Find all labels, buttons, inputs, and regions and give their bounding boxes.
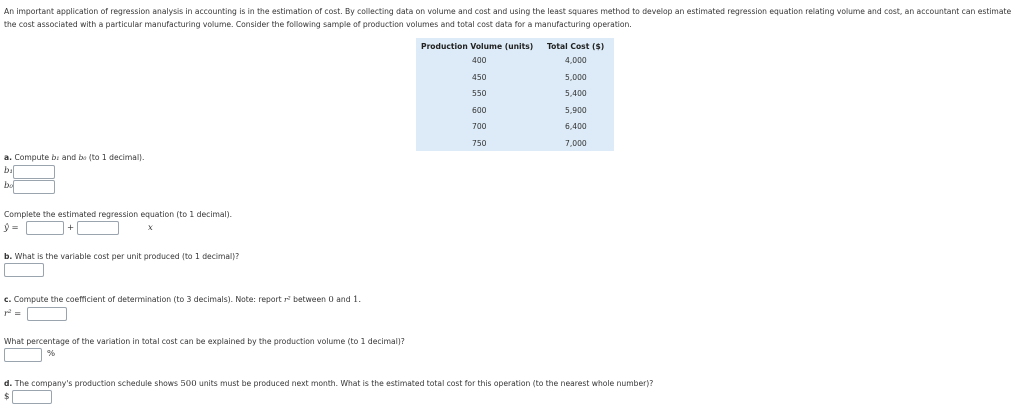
part-c-and: and <box>336 295 351 304</box>
r2-symbol: r² <box>284 295 291 304</box>
total-cost-input[interactable] <box>12 390 52 404</box>
cost-cell: 5,000 <box>565 72 587 82</box>
part-c-text: Compute the coefficient of determination (to 3 decimals). Note: report <box>13 295 282 304</box>
volume-cell: 750 <box>472 138 487 148</box>
b1-symbol: b₁ <box>51 153 60 162</box>
r2-label: r² = <box>4 309 22 319</box>
cost-cell: 6,400 <box>565 122 587 131</box>
part-b-text: What is the variable cost per unit produced (to 1 decimal)? <box>14 252 240 261</box>
column-header-cost: Total Cost ($) <box>547 42 605 51</box>
cost-cell: 5,900 <box>565 105 587 115</box>
units-value: 500 <box>180 379 197 389</box>
cost-cell: 7,000 <box>565 138 587 148</box>
b0-input[interactable] <box>13 180 55 194</box>
b1-input[interactable] <box>13 165 55 179</box>
part-d-text-after: units must be produced next month. What is the estimated total cost for this operation (to the nearest whole number)? <box>199 379 654 388</box>
part-b-prompt <box>4 252 239 261</box>
problem-intro: An important application of regression analysis in accounting is in the estimation of cost. By collecting data on volume and cost and using the least squares method to develop an estimated regression equation relating volume and cost, an accountant can estimate the cost associated with a particular manufacturing volume. Consider the following sample of production volumes and total cost data for a manufacturing operation. <box>4 7 1012 29</box>
x-variable: x <box>148 223 153 233</box>
variable-cost-input[interactable] <box>4 263 44 277</box>
percent-sign: % <box>47 349 56 359</box>
b0-symbol: b₀ <box>78 153 87 162</box>
plus-sign: + <box>67 223 75 233</box>
percentage-input[interactable] <box>4 348 42 362</box>
volume-cell: 450 <box>472 72 487 82</box>
range-one: 1. <box>352 295 362 305</box>
equation-prompt: Complete the estimated regression equation (to 1 decimal). <box>4 210 232 219</box>
volume-cell: 550 <box>472 89 487 98</box>
part-a-precision: (to 1 decimal). <box>88 153 145 162</box>
cost-cell: 5,400 <box>565 89 587 98</box>
part-a-text: Compute <box>14 153 50 162</box>
cost-cell: 4,000 <box>565 56 587 65</box>
part-d-prompt <box>4 379 653 389</box>
part-c-between: between <box>293 295 326 304</box>
b1-label: b₁ <box>4 166 13 176</box>
part-c-prompt <box>4 295 361 305</box>
percentage-prompt: What percentage of the variation in total cost can be explained by the production volume (to 1 decimal)? <box>4 337 405 346</box>
r2-input[interactable] <box>27 307 67 321</box>
data-table <box>416 38 614 151</box>
slope-input[interactable] <box>77 221 119 235</box>
dollar-sign: $ <box>4 392 10 402</box>
part-a-letter: a. <box>4 153 13 162</box>
part-d-text-before: The company's production schedule shows <box>14 379 178 388</box>
part-a-prompt <box>4 153 144 162</box>
part-a-and: and <box>61 153 77 162</box>
volume-cell: 400 <box>472 56 487 65</box>
part-c-letter: c. <box>4 295 12 304</box>
volume-cell: 700 <box>472 122 487 131</box>
range-zero: 0 <box>328 295 334 305</box>
y-hat-label: ŷ = <box>4 223 19 233</box>
part-b-letter: b. <box>4 252 13 261</box>
intercept-input[interactable] <box>26 221 64 235</box>
b0-label: b₀ <box>4 181 13 191</box>
part-d-letter: d. <box>4 379 13 388</box>
volume-cell: 600 <box>472 105 487 115</box>
column-header-volume: Production Volume (units) <box>421 42 534 51</box>
